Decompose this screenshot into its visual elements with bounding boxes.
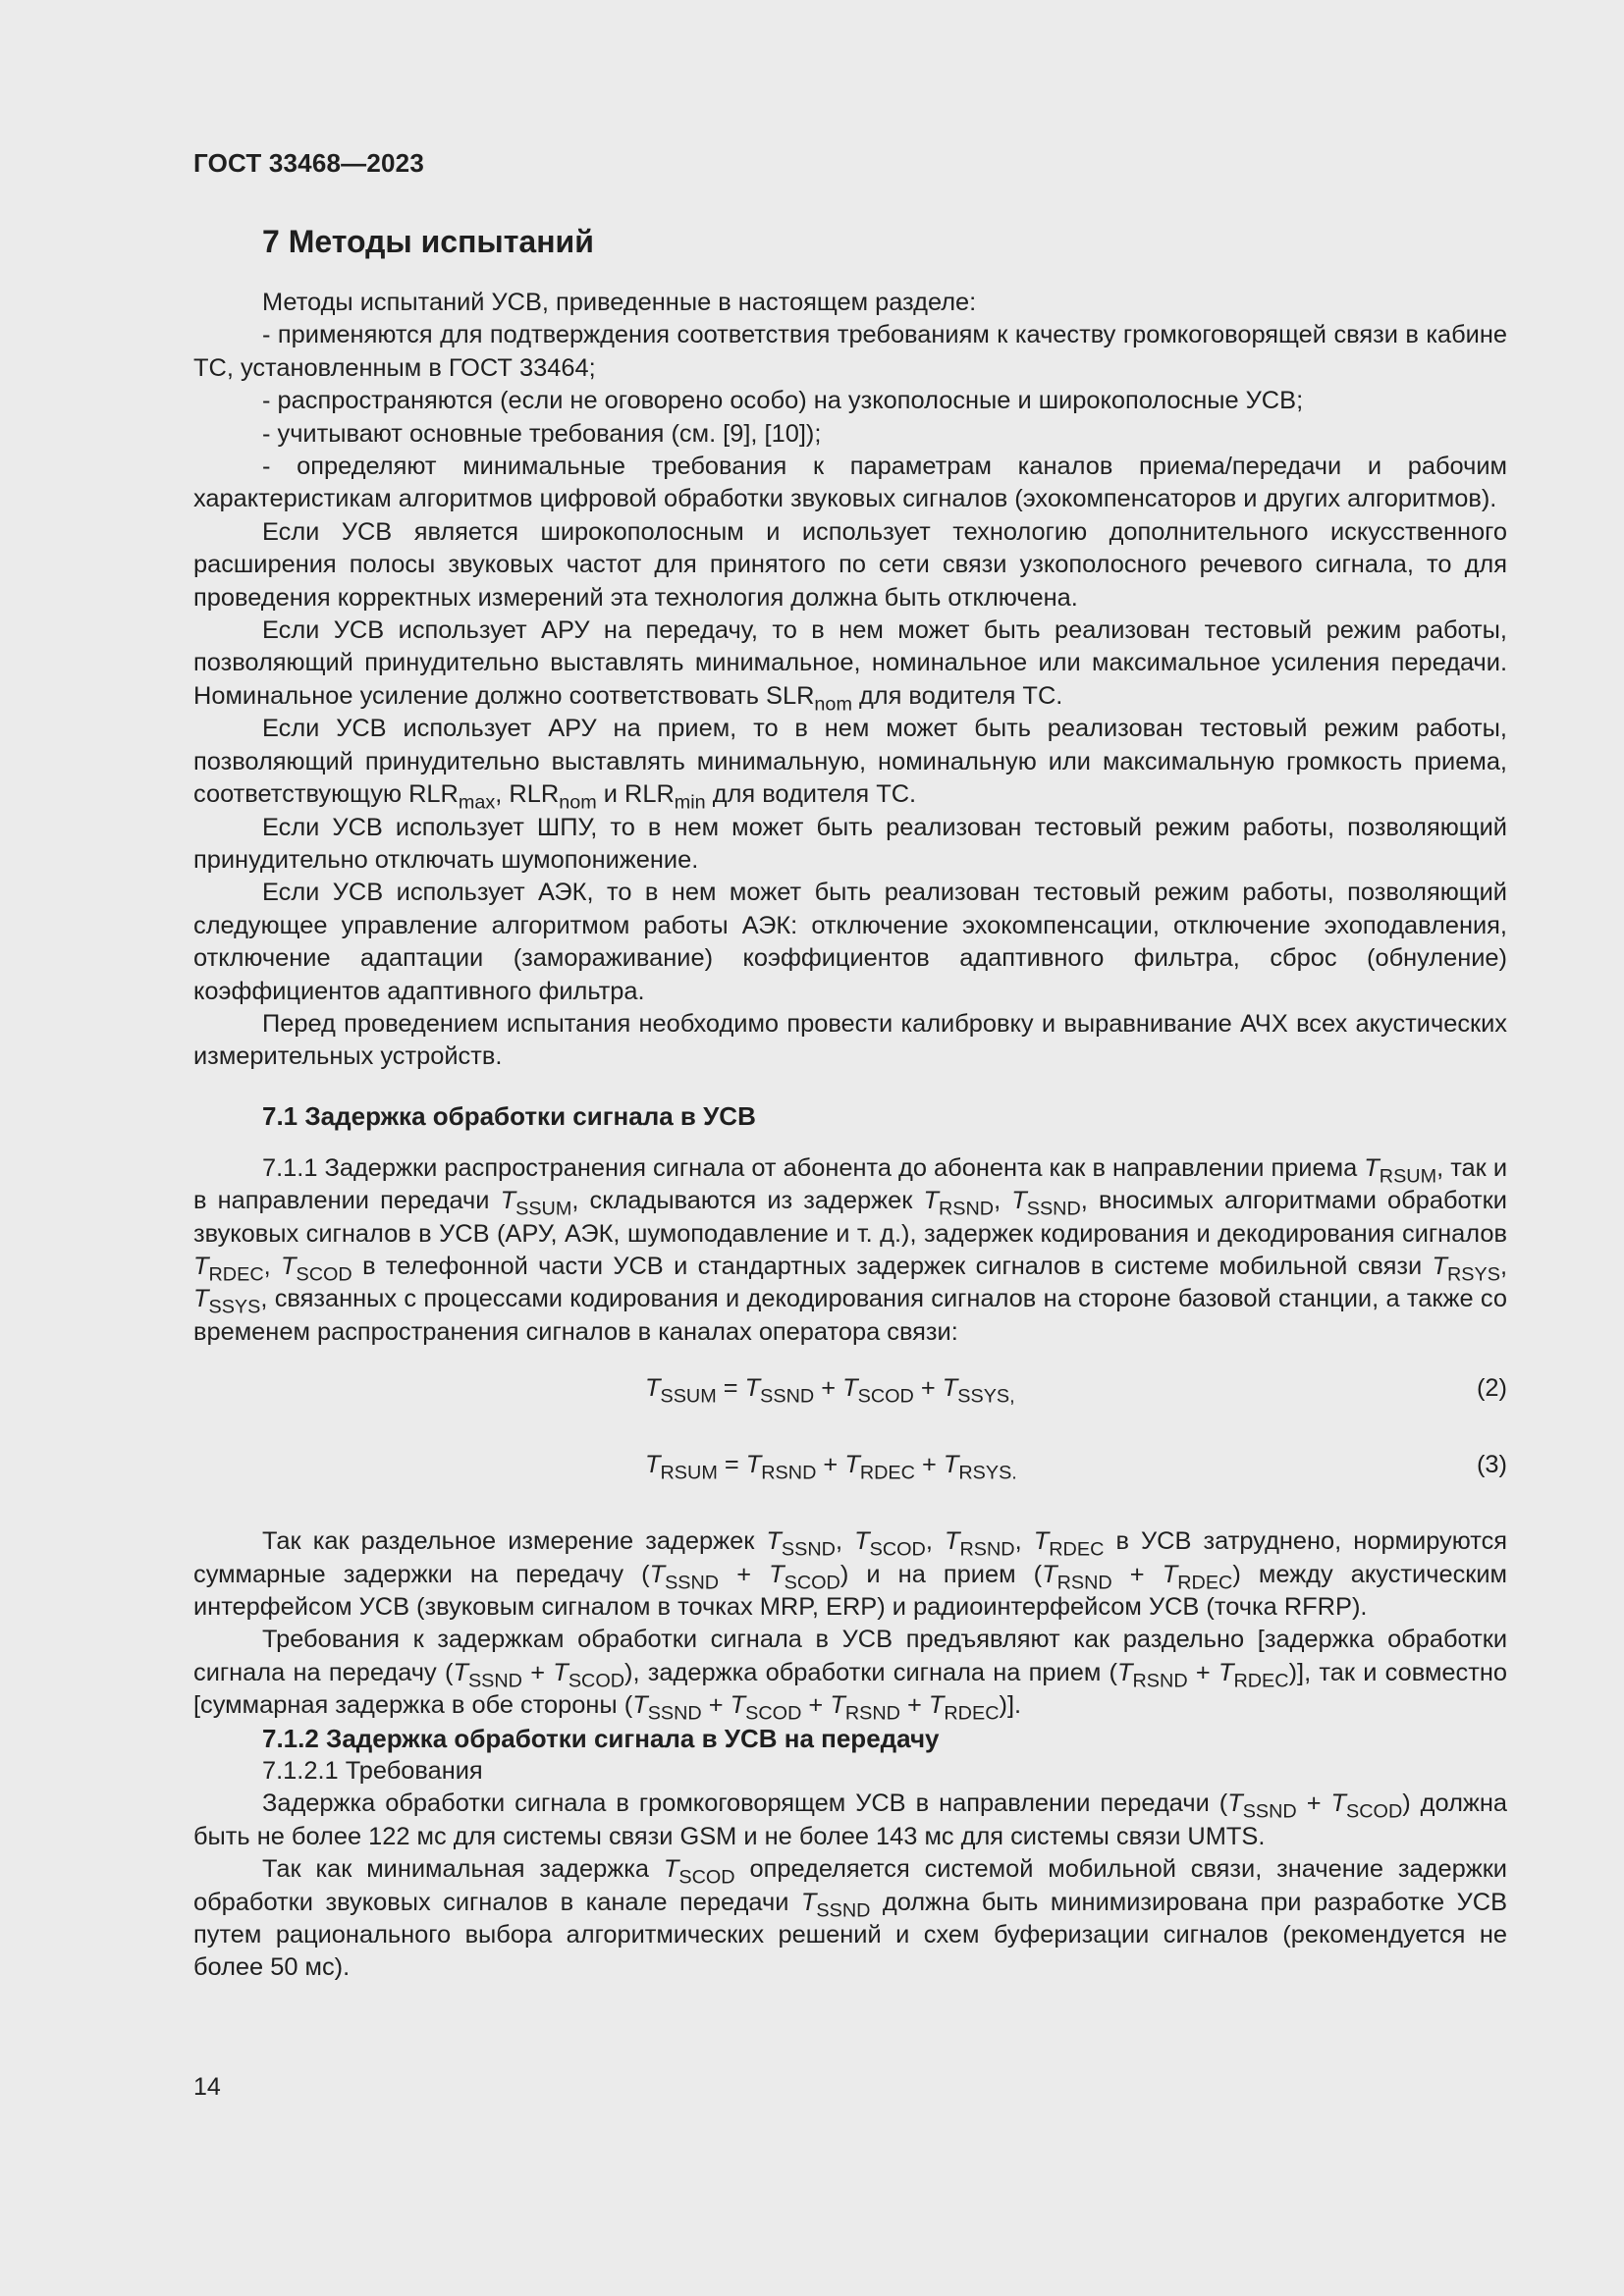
section-7-1-2-title: 7.1.2 Задержка обработки сигнала в УСВ на передачу <box>262 1723 940 1753</box>
delay-requirements-paragraph: Требования к задержкам обработки сигнала в УСВ предъявляют как раздельно [задержка обработки сигнала на передачу $(T_{SSND} + T_{SCOD})$, задержка обработки сигнала на прием $(T_{RSND} + T_{RDEC})$], так и совместно [суммарная задержка в обе стороны $(T_{SSND} + T_{SCOD} + T_{RSND} + T_{RDEC})$]. <box>193 1626 1507 1725</box>
wideband-paragraph: Если УСВ является широкополосным и использует технологию дополнительного искусственного расширения полосы звуковых частот для принятого по сети связи узкополосного речевого сигнала, то для проведения корректных измерений эта технология должна быть отключена. <box>193 517 1507 612</box>
standard-header: ГОСТ 33468—2023 <box>193 148 424 178</box>
minimization-paragraph: Так как минимальная задержка $T_{SCOD}$ определяется системой мобильной связи, значение задержки обработки звуковых сигналов в канале передачи $T_{SSND}$ должна быть минимизирована при разработке УСВ путем рационального выбора алгоритмических решений и схем буферизации сигналов (рекомендуется не более 50 мс). <box>193 1855 1507 1982</box>
calibration-paragraph: Перед проведением испытания необходимо провести калибровку и выравнивание АЧХ всех акустических измерительных устройств. <box>193 1009 1507 1071</box>
section-7-1-title: 7.1 Задержка обработки сигнала в УСВ <box>262 1100 756 1131</box>
formula-3-expression: $T_{RSUM} = T_{RSND} + T_{RDEC} + T_{RSYS.}$ <box>645 1451 1017 1484</box>
noise-reduction-paragraph: Если УСВ использует ШПУ, то в нем может быть реализован тестовый режим работы, позволяющий принудительно отключать шумопонижение. <box>193 813 1507 874</box>
intro-bullet-4: - определяют минимальные требования к параметрам каналов приема/передачи и рабочим характеристикам алгоритмов цифровой обработки звуковых сигналов (эхокомпенсаторов и других алгоритмов). <box>193 453 1507 513</box>
intro-bullet-3: - учитывают основные требования (см. [9], [10]); <box>262 419 822 448</box>
formula-2-expression: $T_{SSUM} = T_{SSND} + T_{SCOD} + T_{SSYS,}$ <box>645 1374 1015 1408</box>
aec-paragraph: Если УСВ использует АЭК, то в нем может быть реализован тестовый режим работы, позволяющий следующее управление алгоритмом работы АЭК: отключение эхокомпенсации, отключение эхоподавления, отключение адаптации (замораживание) коэффициентов адаптивного фильтра, сброс (обнуление) коэффициентов адаптивного фильтра. <box>193 879 1507 1005</box>
agc-transmit-paragraph: Если УСВ использует АРУ на передачу, то в нем может быть реализован тестовый режим работы, позволяющий принудительно выставлять минимальное, номинальное или максимальное усиления передачи. Номинальное усиление должно соответствовать $SLR_{nom}$ для водителя ТС. <box>193 616 1507 716</box>
section-7-title: 7 Методы испытаний <box>262 224 594 259</box>
formula-3 <box>193 1449 1507 1488</box>
formula-2 <box>193 1372 1507 1412</box>
page-content <box>193 222 1507 1985</box>
formula-2-number: (2) <box>1476 1374 1507 1403</box>
formula-3-number: (3) <box>1476 1451 1507 1479</box>
intro-bullet-1: - применяются для подтверждения соответствия требованиям к качеству громкоговорящей связи в кабине ТС, установленным в ГОСТ 33464; <box>193 321 1507 382</box>
delay-definition-paragraph: 7.1.1 Задержки распространения сигнала от абонента до абонента как в направлении приема $T_{RSUM}$, так и в направлении передачи $T_{SSUM}$, складываются из задержек $T_{RSND}$, $T_{SSND}$, вносимых алгоритмами обработки звуковых сигналов в УСВ (АРУ, АЭК, шумоподавление и т. д.), задержек кодирования и декодирования сигналов $T_{RDEC}$, $T_{SCOD}$ в телефонной части УСВ и стандартных задержек сигналов в системе мобильной связи $T_{RSYS}$, $T_{SSYS}$, связанных с процессами кодирования и декодирования сигналов на стороне базовой станции, а также со временем распространения сигналов в каналах оператора связи: <box>193 1153 1508 1346</box>
intro-bullet-2: - распространяются (если не оговорено особо) на узкополосные и широкополосные УСВ; <box>262 387 1304 415</box>
section-7-1-2-1-title: 7.1.2.1 Требования <box>262 1757 483 1786</box>
joint-delay-paragraph: Так как раздельное измерение задержек $T_{SSND}$, $T_{SCOD}$, $T_{RSND}$, $T_{RDEC}$ в УСВ затруднено, нормируются суммарные задержки на передачу $(T_{SSND} + T_{SCOD})$ и на прием $(T_{RSND} + T_{RDEC})$ между акустическим интерфейсом УСВ (звуковым сигналом в точках MRP, ERP) и радиоинтерфейсом УСВ (точка RFRP). <box>193 1527 1508 1621</box>
transmit-delay-requirement: Задержка обработки сигнала в громкоговорящем УСВ в направлении передачи $(T_{SSND} + T_{SCOD})$ должна быть не более 122 мс для системы связи GSM и не более 143 мс для системы связи UMTS. <box>193 1789 1508 1850</box>
intro-paragraph: Методы испытаний УСВ, приведенные в настоящем разделе: <box>262 289 977 316</box>
page-number: 14 <box>193 2073 221 2101</box>
agc-receive-paragraph: Если УСВ использует АРУ на прием, то в нем может быть реализован тестовый режим работы, позволяющий принудительно выставлять минимальную, номинальную или максимальную громкость приема, соответствующую $RLR_{max}$, $RLR_{nom}$ и $RLR_{min}$ для водителя ТС. <box>193 715 1507 814</box>
